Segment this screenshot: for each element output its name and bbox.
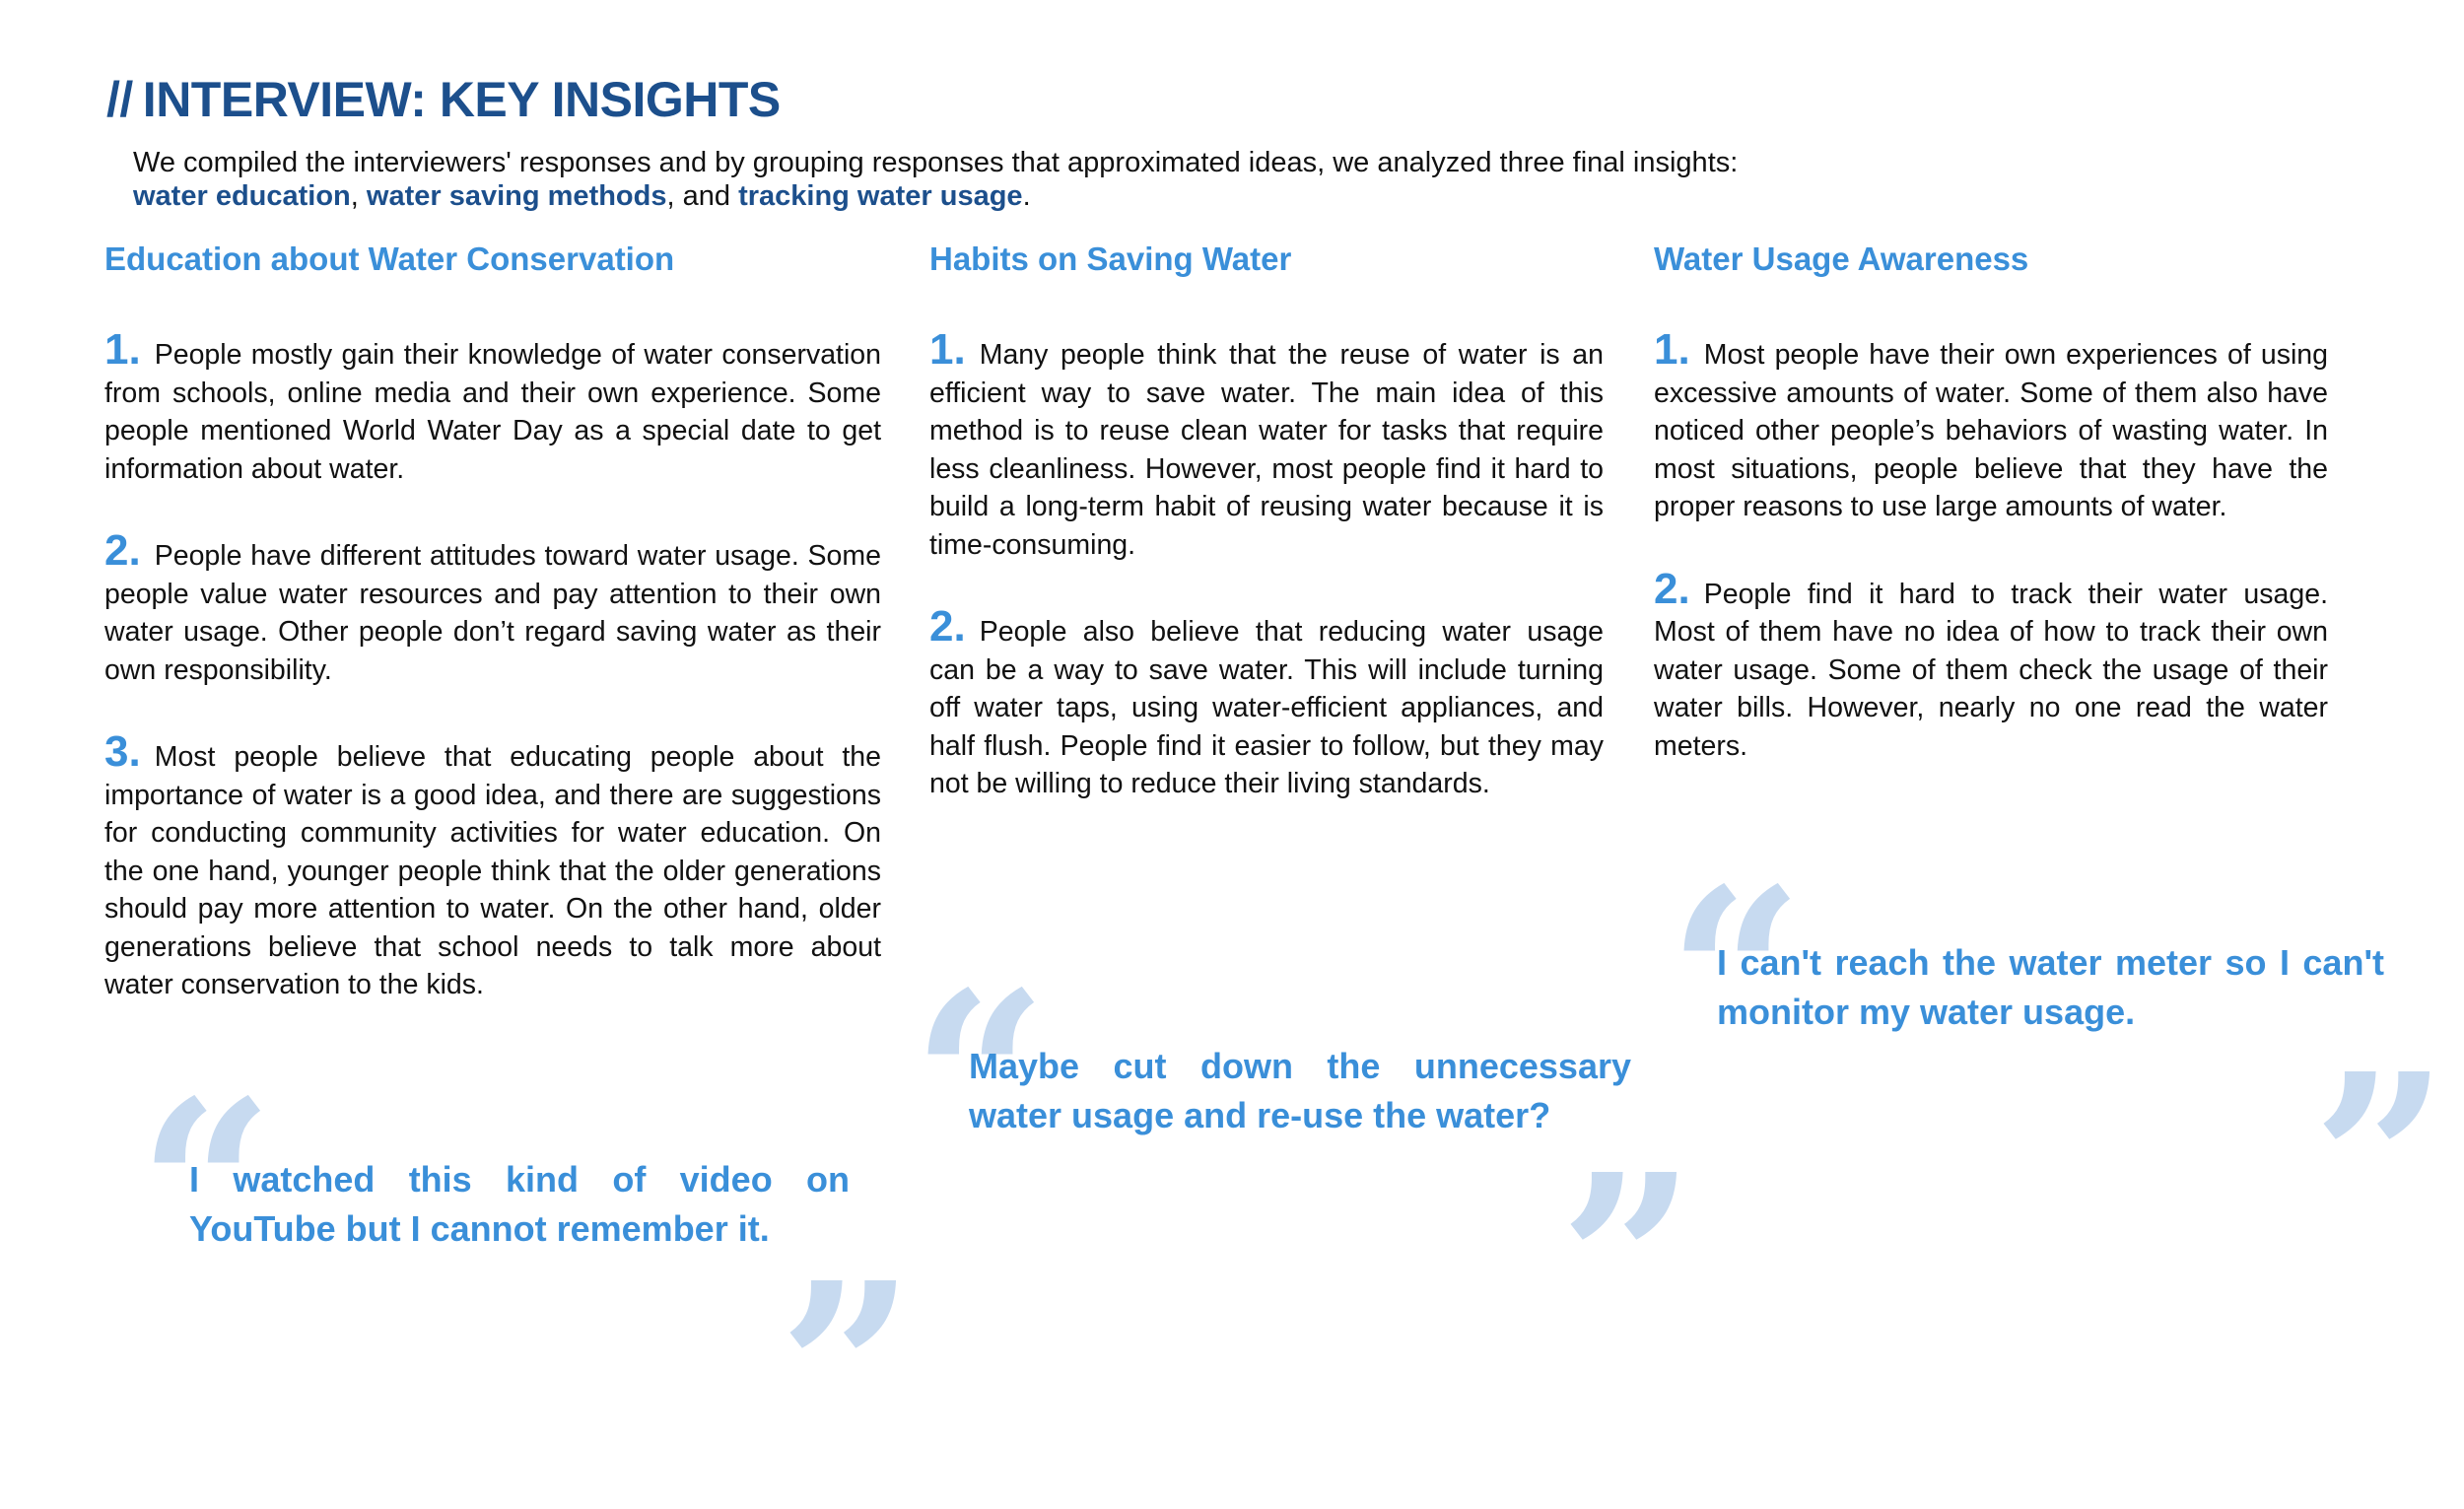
insight-point <box>104 727 881 1004</box>
point-text: Most people have their own experiences of using excessive amounts of water. Some of them also have noticed other people’s behaviors of wasting water. In most situations, people believe that they have the proper reasons to use large amounts of water. <box>1654 339 2328 522</box>
point-number: 2. <box>929 602 966 651</box>
quote-awareness: I can't reach the water meter so I can't monitor my water usage. <box>1717 942 2384 1032</box>
column-awareness <box>1654 240 2328 809</box>
point-text: People have different attitudes toward water usage. Some people value water resources and pay attention to their own water usage. Other people don’t regard saving water as their own responsibility. <box>104 540 881 686</box>
insight-point <box>104 325 881 488</box>
title-text: INTERVIEW: KEY INSIGHTS <box>142 72 781 127</box>
insight-point <box>929 602 1604 803</box>
insight-point <box>1654 325 2328 526</box>
keyword-water-education: water education <box>133 180 351 212</box>
keyword-tracking-water-usage: tracking water usage <box>738 180 1023 212</box>
insight-point <box>104 526 881 689</box>
intro-separator: , <box>350 180 367 212</box>
close-quote-icon: ” <box>2312 1022 2449 1300</box>
point-text: People also believe that reducing water usage can be a way to save water. This will include turning off water taps, using water-efficient appliances, and half flush. People find it easier to follow, but they may not be willing to reduce their living standards. <box>929 616 1604 799</box>
point-text: Many people think that the reuse of water is an efficient way to save water. The main idea of this method is to reuse clean water for tasks that require less cleanliness. However, most people find it hard to build a long-term habit of reusing water because it is time-consuming. <box>929 339 1604 561</box>
intro-text: We compiled the interviewers' responses and by grouping responses that approximated ideas, we analyzed three final insights: <box>133 147 1739 178</box>
point-number: 1. <box>929 325 966 374</box>
page-title <box>106 71 781 128</box>
insight-point <box>1654 564 2328 766</box>
point-number: 1. <box>104 325 141 374</box>
point-number: 2. <box>104 526 141 575</box>
point-number: 1. <box>1654 325 1690 374</box>
point-number: 2. <box>1654 564 1690 613</box>
intro-end: . <box>1022 180 1031 212</box>
open-quote-icon: “ <box>912 940 1049 1218</box>
intro-separator: , and <box>666 180 739 212</box>
column-title: Habits on Saving Water <box>929 240 1292 277</box>
title-slashes: // <box>106 72 133 127</box>
point-number: 3. <box>104 727 141 776</box>
point-text: People mostly gain their knowledge of water conservation from schools, online media and their own experience. Some people mentioned World Water Day as a special date to get information about water. <box>104 339 881 485</box>
quote-habits: Maybe cut down the unnecessary water usage and re-use the water? <box>969 1046 1631 1135</box>
close-quote-icon: ” <box>779 1231 916 1509</box>
column-title: Education about Water Conservation <box>104 240 675 277</box>
close-quote-icon: ” <box>1559 1123 1696 1401</box>
point-text: People find it hard to track their water usage. Most of them have no idea of how to track their own water usage. Some of them check the usage of their water bills. However, nearly no one read the water meters. <box>1654 578 2328 762</box>
column-habits <box>929 240 1604 848</box>
open-quote-icon: “ <box>138 1049 275 1327</box>
point-text: Most people believe that educating people about the importance of water is a good idea, and there are suggestions for conducting community activities for water education. On the one hand, younger people think that the older generations should pay more attention to water. On the other hand, older generations believe that school needs to talk more about water conservation to the kids. <box>104 741 881 1000</box>
open-quote-icon: “ <box>1668 837 1805 1115</box>
keyword-water-saving-methods: water saving methods <box>366 180 667 212</box>
insight-point <box>929 325 1604 564</box>
quote-education: I watched this kind of video on YouTube but I cannot remember it. <box>189 1159 850 1249</box>
column-title: Water Usage Awareness <box>1654 240 2029 277</box>
column-education <box>104 240 881 1049</box>
intro-paragraph <box>133 146 2351 213</box>
